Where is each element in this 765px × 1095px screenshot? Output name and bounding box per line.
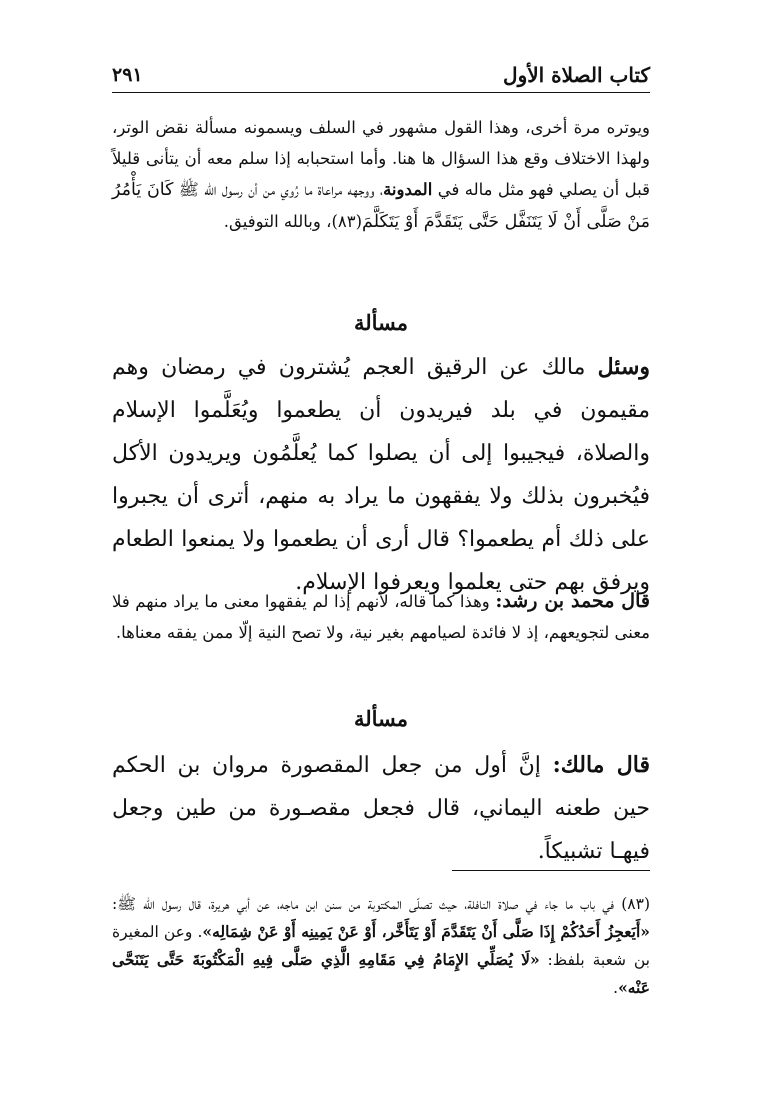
footnote-text-b: . وعن المغيرة بن شعبة بلفظ: <box>112 923 650 969</box>
footnote-divider <box>452 870 650 871</box>
p2-text: مالك عن الرقيق العجم يُشترون في رمضان وهم مقيمون في بلد فيريدون أن يطعموا ويُعَلَّموا الإسلام والصلاة، فيجيبوا إلى أن يصلوا كما يُعلَّمُون ويريدون الأكل فيُخبرون بذلك ولا يفقهون ما يراد به منهم، أترى أن يجبروا على ذلك أم يطعموا؟ قال أرى أن يطعموا ولا يمنعوا الطعام ويرفق بهم حتى يعلموا ويعرفوا الإسلام. <box>112 355 650 595</box>
section-heading-1: مسألة <box>353 310 409 335</box>
p3-text: وهذا كما قاله، لأنهم إذا لم يفقهوا معنى ما يراد منهم فلا معنى لتجويعهم، إذ لا فائدة لصيامهم بغير نية، ولا تصح النية إلّا ممن يفقه معناها. <box>112 592 650 642</box>
p3-lead: قال محمد بن رشد: <box>495 590 650 612</box>
footnote-text-c: . <box>613 979 619 997</box>
paragraph-witr-discussion <box>112 112 650 238</box>
p4-text: إنَّ أول من جعل المقصورة مروان بن الحكم حين طعنه اليماني، قال فجعل مقصـورة من طين وجعل فيهـا تشبيكاً. <box>112 753 650 864</box>
p2-lead: وسئل <box>597 354 650 380</box>
footnote-hadith-a: «أَيَعجِزُ أَحَدُكُمْ إِذَا صَلَّى أَنْ يَتَقَدَّمَ أَوْ يَتَأَخَّر، أَوْ عَنْ يَمِينِه أَوْ عَنْ شِمَالِه» <box>202 922 650 941</box>
source-mudawwana: المدونة <box>383 180 433 199</box>
p1-text-b: ، ووجهه مراعاة ما رُوي من أن رسول الله ﷺ <box>173 180 384 199</box>
p1-text-c: ، وبالله التوفيق. <box>223 212 332 231</box>
footnote-text-a: في باب ما جاء في صلاة النافلة، حيث تصلّى المكتوبة من سنن ابن ماجه، عن أبي هريرة، قال رسول الله ﷺ: <box>112 895 622 913</box>
paragraph-question-slaves <box>112 346 650 604</box>
footnote-83 <box>112 890 650 1002</box>
footnote-number: (٨٣) <box>621 895 650 913</box>
book-title: كتاب الصلاة الأول <box>503 63 650 87</box>
footnote-ref-83: (٨٣) <box>331 212 363 231</box>
page-number: ٢٩١ <box>112 64 143 86</box>
page-header <box>112 58 650 93</box>
hadith-quote: كَانَ يَأْمُرُ مَنْ صَلَّى أَنْ لَا يَتَنَفَّل حَتَّى يَتَقَدَّمَ أَوْ يَتَكَلَّمَ <box>112 180 650 232</box>
footnote-hadith-b: «لَا يُصَلِّي الإِمَامُ فِي مَقَامِهِ الَّذِي صَلَّى فِيهِ الْمَكْتُوبَةَ حَتَّى يَتَنَحَّى عَنْه» <box>112 950 650 997</box>
p4-lead: قال مالك: <box>552 752 650 778</box>
section-heading-2: مسألة <box>353 706 409 731</box>
paragraph-ibn-rushd-comment <box>112 586 650 648</box>
p1-text-a: ويوتره مرة أخرى، وهذا القول مشهور في السلف ويسمونه مسألة نقض الوتر، ولهذا الاختلاف وقع هذا السؤال ها هنا. وأما استحبابه إذا سلم معه أن يتأنى قليلاً قبل أن يصلي فهو مثل ماله في <box>112 118 650 199</box>
paragraph-maqsura <box>112 744 650 873</box>
